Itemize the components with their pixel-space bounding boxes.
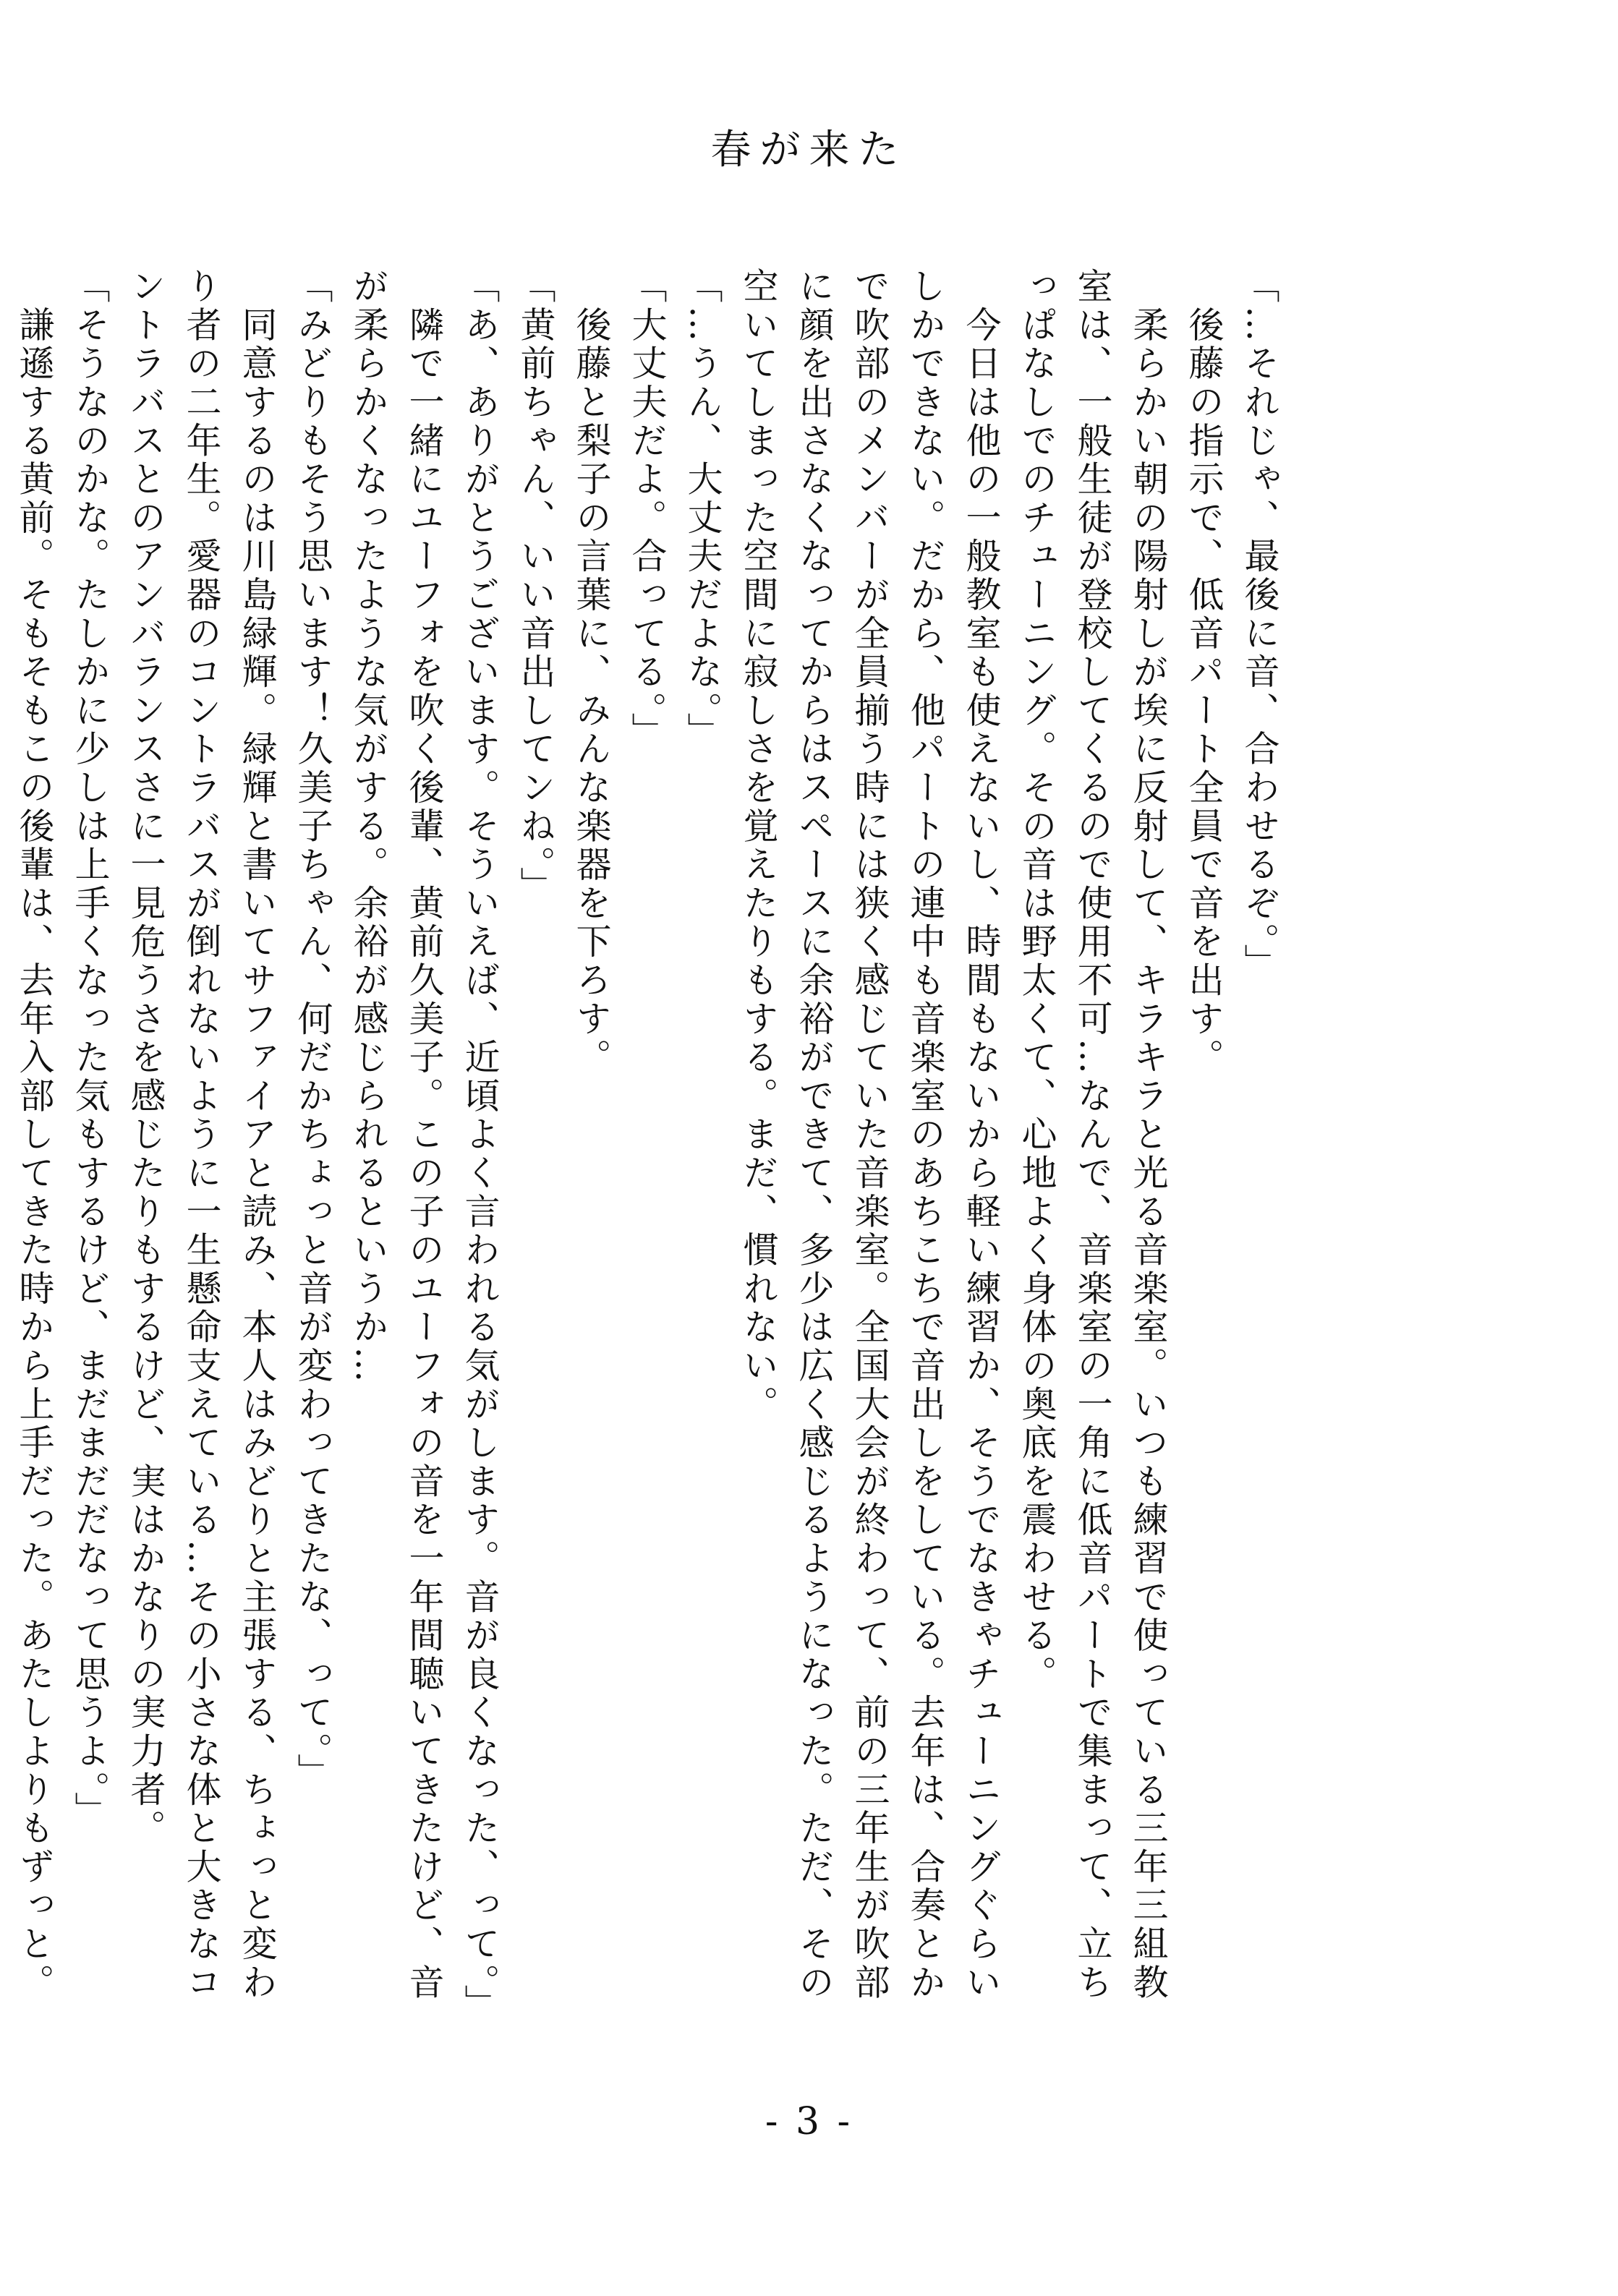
paragraph: 隣で一緒にユーフォを吹く後輩、黄前久美子。この子のユーフォの音を一年間聴いてきたけど、音が柔らかくなったような気がする。余裕が感じられるというか… xyxy=(348,268,445,2002)
paragraph: 柔らかい朝の陽射しが埃に反射して、キラキラと光る音楽室。いつも練習で使っている三年三組教室は、一般生徒が登校してくるので使用不可…なんで、音楽室の一角に低音パートで集まって、立ちっぱなしでのチューニング。その音は野太くて、心地よく身体の奥底を震わせる。 xyxy=(1016,268,1169,2002)
paragraph: 同意するのは川島緑輝。緑輝と書いてサファイアと読み、本人はみどりと主張する、ちょっと変わり者の二年生。愛器のコントラバスが倒れないように一生懸命支えている…その小さな体と大きなコントラバスとのアンバランスさに一見危うさを感じたりもするけど、実はかなりの実力者。 xyxy=(125,268,278,2002)
page-title: 春が来た xyxy=(710,127,908,174)
paragraph: 「黄前ちゃん、いい音出してンね。」 xyxy=(515,268,556,905)
paragraph: 今日は他の一般教室も使えないし、時間もないから軽い練習か、そうでなきゃチューニングぐらいしかできない。だから、他パートの連中も音楽室のあちこちで音出しをしている。去年は、合奏とかで吹部のメンバーが全員揃う時には狭く感じていた音楽室。全国大会が終わって、前の三年生が吹部に顔を出さなくなってからはスペースに余裕ができて、多少は広く感じるようになった。ただ、その空いてしまった空間に寂しさを覚えたりもする。まだ、慣れない。 xyxy=(738,268,1002,2002)
paragraph: 後藤の指示で、低音パート全員で音を出す。 xyxy=(1183,268,1225,1077)
paragraph: 「あ、ありがとうございます。そういえば、近頃よく言われる気がします。音が良くなった、って。」 xyxy=(459,268,501,2023)
paragraph: 「みどりもそう思います！久美子ちゃん、何だかちょっと音が変わってきたな、って。」 xyxy=(292,268,333,1792)
paragraph: 後藤と梨子の言葉に、みんな楽器を下ろす。 xyxy=(571,268,612,1077)
paragraph: 「…うん、大丈夫だよな。」 xyxy=(682,268,723,751)
paragraph: 「大丈夫だよ。合ってる。」 xyxy=(626,268,668,751)
paragraph: 「…それじゃ、最後に音、合わせるぞ。」 xyxy=(1239,268,1280,983)
body-text xyxy=(14,268,1287,2023)
page-number: - 3 - xyxy=(765,2100,853,2143)
paragraph: 「そうなのかな。たしかに少しは上手くなった気もするけど、まだまだだなって思うよ。」 xyxy=(69,268,111,1830)
paragraph: 謙遜する黄前。そもそもこの後輩は、去年入部してきた時から上手だった。あたしよりもずっと。 xyxy=(14,306,55,2002)
